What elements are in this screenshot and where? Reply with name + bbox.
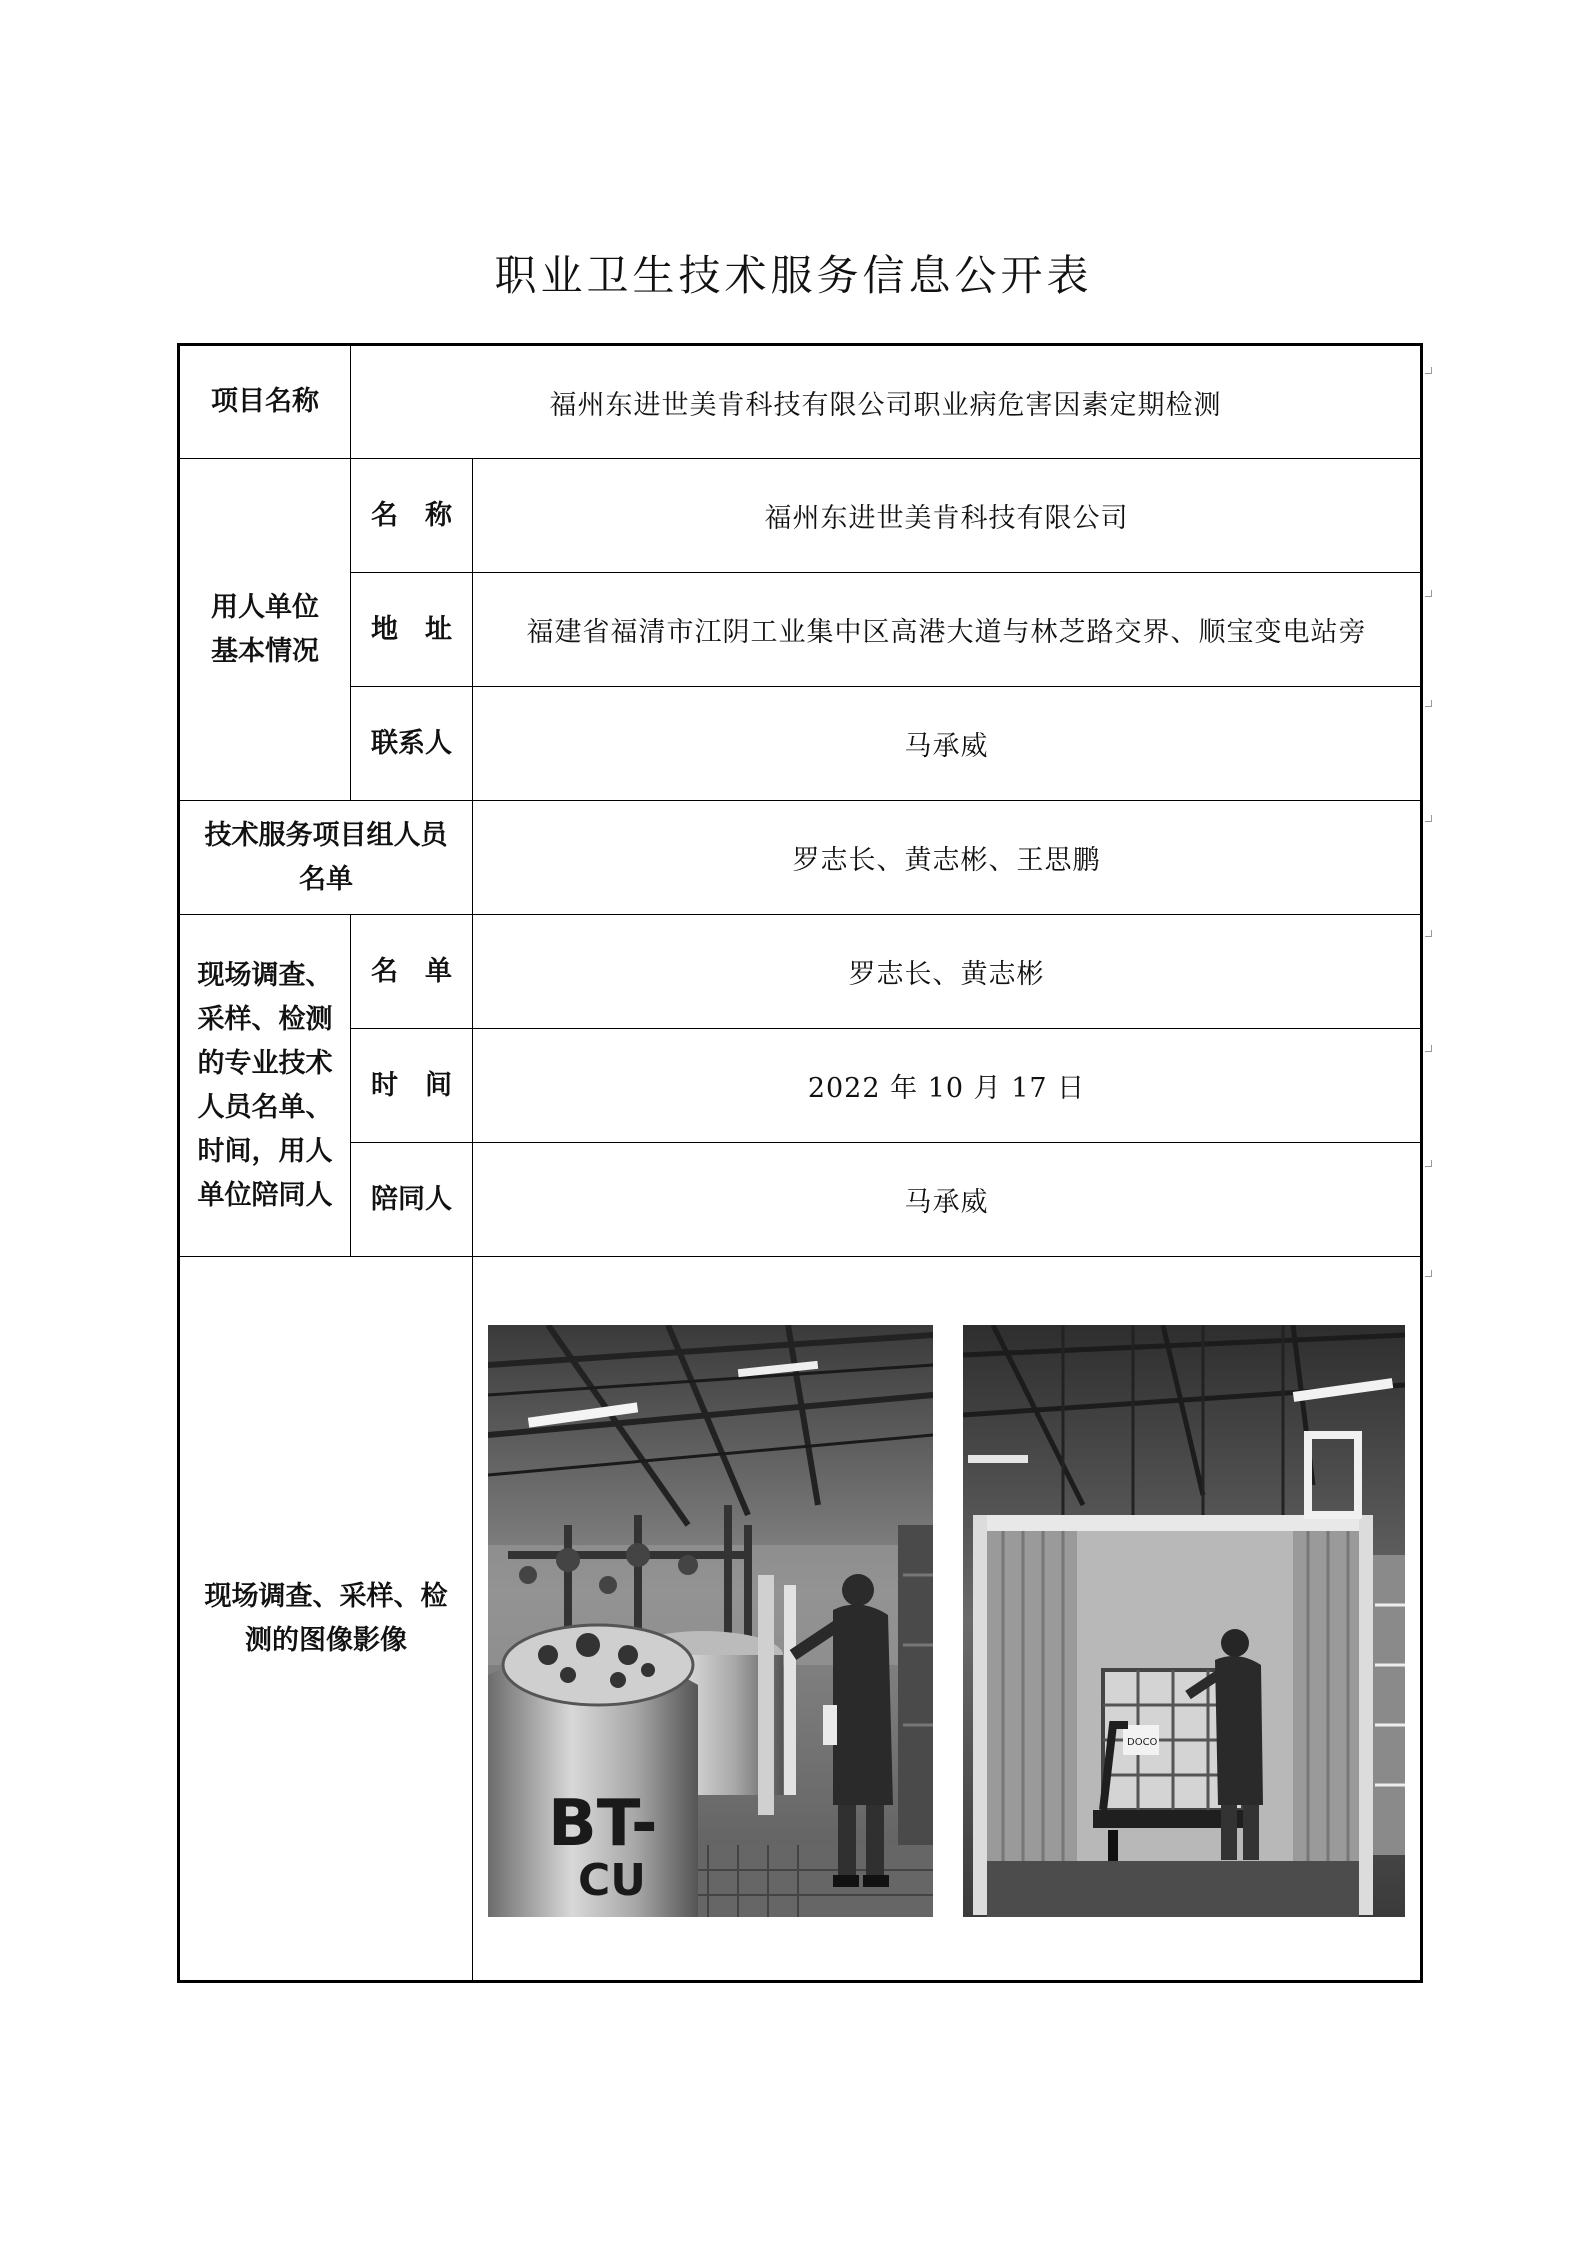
employer-contact-label: 联系人: [351, 687, 473, 801]
row-employer-address: [179, 573, 1422, 687]
margin-mark: [1425, 930, 1432, 937]
page-title: 职业卫生技术服务信息公开表: [494, 251, 1093, 300]
onsite-list-value: 罗志长、黄志彬: [473, 915, 1422, 1029]
onsite-time-label: 时 间: [351, 1029, 473, 1143]
row-team: [179, 801, 1422, 915]
onsite-label: 现场调查、采样、检测的专业技术人员名单、时间，用人单位陪同人: [179, 915, 351, 1257]
team-value: 罗志长、黄志彬、王思鹏: [473, 801, 1422, 915]
employer-name-value: 福州东进世美肯科技有限公司: [473, 459, 1422, 573]
tank-label: BT-: [548, 1786, 658, 1861]
row-employer-contact: [179, 687, 1422, 801]
margin-mark: [1425, 1045, 1432, 1052]
reactor-tank-photo: [488, 1325, 933, 1917]
row-onsite-escort: [179, 1143, 1422, 1257]
employer-label: 用人单位基本情况: [179, 459, 351, 801]
employer-name-label: 名 称: [351, 459, 473, 573]
row-project-name: [179, 345, 1422, 459]
info-table: [177, 343, 1423, 1983]
margin-mark: [1425, 1270, 1432, 1277]
employer-contact-value: 马承威: [473, 687, 1422, 801]
row-employer-name: [179, 459, 1422, 573]
margin-mark: [1425, 815, 1432, 822]
margin-mark: [1425, 590, 1432, 597]
row-onsite-time: [179, 1029, 1422, 1143]
project-name-value: 福州东进世美肯科技有限公司职业病危害因素定期检测: [351, 345, 1422, 459]
onsite-time-value: 2022 年 10 月 17 日: [473, 1029, 1422, 1143]
margin-mark: [1425, 367, 1432, 374]
tote-label: DOCO: [1127, 1736, 1158, 1748]
margin-mark: [1425, 1160, 1432, 1167]
tank-sub-label: CU: [578, 1854, 647, 1906]
images-cell: [473, 1257, 1422, 1982]
employer-address-label: 地 址: [351, 573, 473, 687]
onsite-escort-label: 陪同人: [351, 1143, 473, 1257]
tote-pallet-photo: [963, 1325, 1405, 1917]
onsite-escort-value: 马承威: [473, 1143, 1422, 1257]
project-name-label: 项目名称: [179, 345, 351, 459]
photo-gallery: [473, 1321, 1420, 1917]
row-images: [179, 1257, 1422, 1982]
row-onsite-list: [179, 915, 1422, 1029]
margin-mark: [1425, 700, 1432, 707]
images-label: 现场调查、采样、检测的图像影像: [179, 1257, 473, 1982]
onsite-list-label: 名 单: [351, 915, 473, 1029]
team-label: 技术服务项目组人员名单: [179, 801, 473, 915]
employer-address-value: 福建省福清市江阴工业集中区高港大道与林芝路交界、顺宝变电站旁: [473, 573, 1422, 687]
